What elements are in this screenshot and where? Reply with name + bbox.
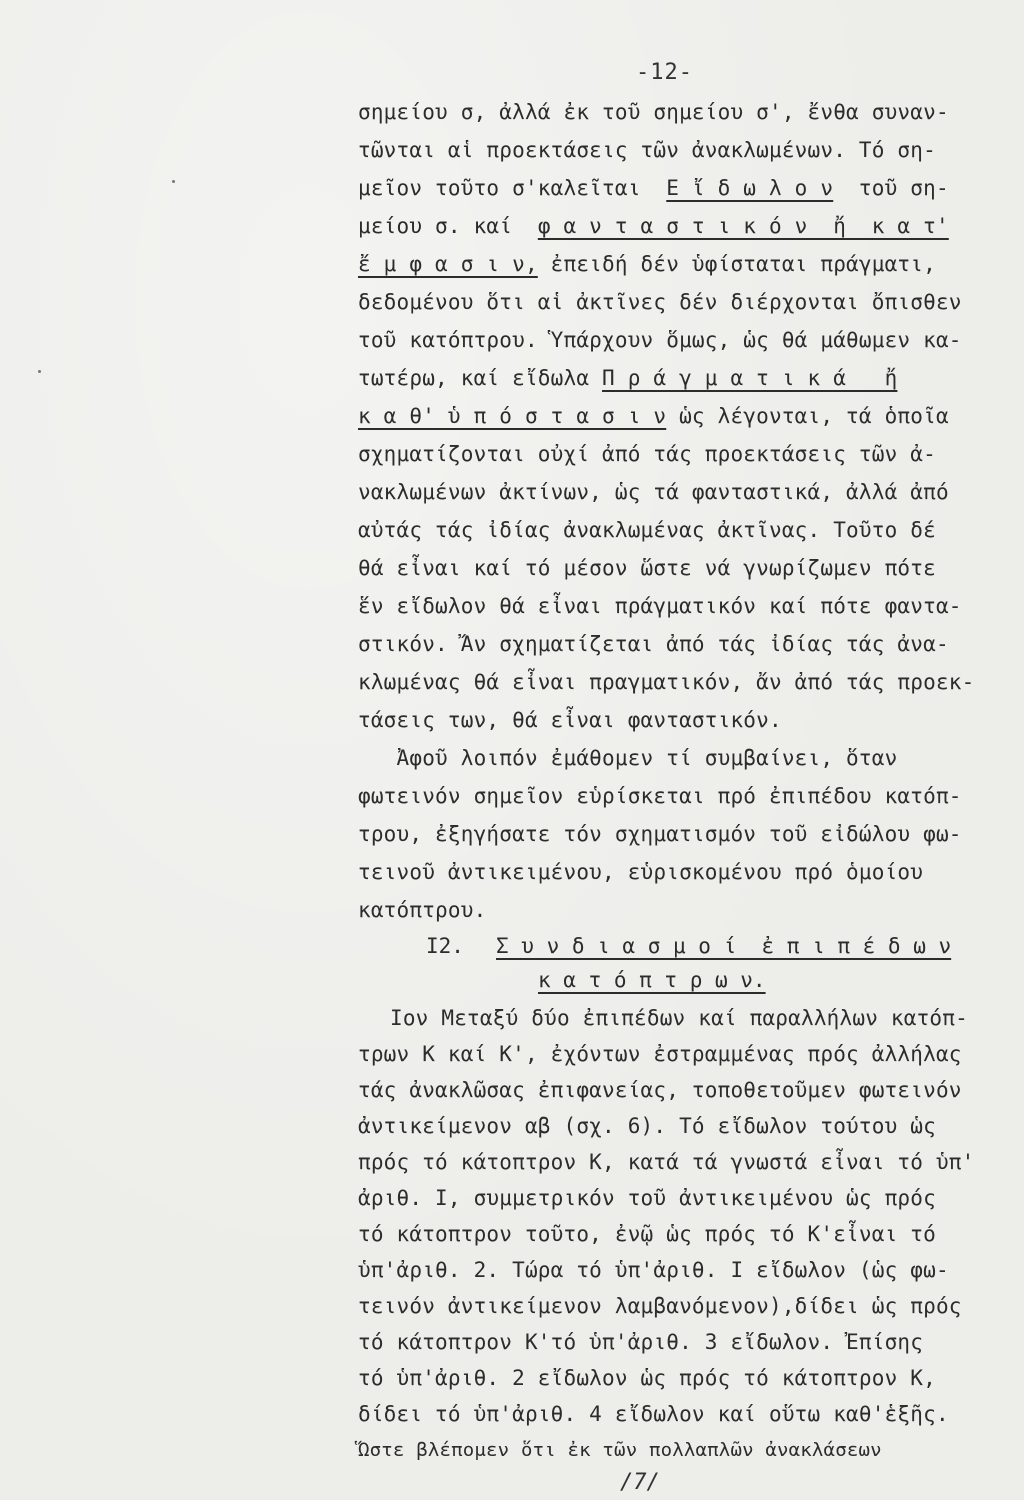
text-line: σημείου σ, ἀλλά ἐκ τοῦ σημείου σ', ἔνθα συναν- xyxy=(358,100,949,124)
text-line: νακλωμένων ἀκτίνων, ὡς τά φανταστικά, ἀλλά ἀπό xyxy=(358,480,949,504)
text-line: τό ὑπ'ἀριθ. 2 εἴδωλον ὡς πρός τό κάτοπτρον Κ, xyxy=(358,1366,936,1390)
section-title-continued: κ α τ ό π τ ρ ω ν. xyxy=(538,968,766,992)
page-number: -12- xyxy=(636,60,693,85)
term-emfasin: ἔ μ φ α σ ι ν, xyxy=(358,252,538,276)
paper-speck xyxy=(172,180,175,183)
text-line: Ὥστε βλέπομεν ὅτι ἐκ τῶν πολλαπλῶν ἀνακλάσεων xyxy=(358,1439,882,1461)
text-span: τοῦ ση- xyxy=(858,176,949,200)
text-line: δεδομένου ὅτι αἱ ἀκτῖνες δέν διέρχονται ὄπισθεν xyxy=(358,290,962,314)
text-span: ὡς λέγονται, τά ὁποῖα xyxy=(679,404,949,428)
text-line: τό κάτοπτρον τοῦτο, ἐνῷ ὡς πρός τό Κ'εἶναι τό xyxy=(358,1222,936,1246)
text-line: ἀντικείμενον αβ (σχ. 6). Τό εἴδωλον τούτου ὡς xyxy=(358,1114,936,1138)
text-line xyxy=(358,212,949,240)
text-span: μεῖον τοῦτο σ'καλεῖται xyxy=(358,176,641,200)
text-line xyxy=(358,402,949,430)
text-line: τοῦ κατόπτρου. Ὑπάρχουν ὅμως, ὡς θά μάθωμεν κα- xyxy=(358,328,962,352)
text-line xyxy=(358,174,949,202)
text-line: κλωμένας θά εἶναι πραγματικόν, ἄν ἀπό τάς προεκ- xyxy=(358,670,975,694)
text-line xyxy=(358,364,897,392)
section-title: Σ υ ν δ ι α σ μ ο ί ἐ π ι π έ δ ω ν xyxy=(496,934,952,958)
text-line: ἀριθ. Ι, συμμετρικόν τοῦ ἀντικειμένου ὡς πρός xyxy=(358,1186,936,1210)
text-span: τωτέρω, καί εἴδωλα xyxy=(358,366,590,390)
text-line: ὑπ'ἀριθ. 2. Τώρα τό ὑπ'ἀριθ. Ι εἴδωλον (ὡς φω- xyxy=(358,1258,949,1282)
text-line: κατόπτρου. xyxy=(358,898,487,922)
text-span: μείου σ. καί xyxy=(358,214,513,238)
term-pragmatika: Π ρ ά γ μ α τ ι κ ά ἤ xyxy=(602,366,898,390)
text-line: φωτεινόν σημεῖον εὑρίσκεται πρό ἐπιπέδου κατόπ- xyxy=(358,784,962,808)
term-kath-ypostasin: κ α θ' ὑ π ό σ τ α σ ι ν xyxy=(358,404,667,428)
text-line: τάς ἀνακλῶσας ἐπιφανείας, τοποθετοῦμεν φωτεινόν xyxy=(358,1078,962,1102)
footer-mark: /7/ xyxy=(620,1470,660,1495)
text-line: τρων Κ καί Κ', ἐχόντων ἐστραμμένας πρός ἀλλήλας xyxy=(358,1042,962,1066)
term-fantastikon: φ α ν τ α σ τ ι κ ό ν ἤ κ α τ' xyxy=(537,214,949,238)
text-line: ἕν εἴδωλον θά εἶναι πράγματικόν καί πότε φαντα- xyxy=(358,594,962,618)
term-eidolon: Ε ἴ δ ω λ ο ν xyxy=(666,176,834,200)
text-line: τρου, ἐξηγήσατε τόν σχηματισμόν τοῦ εἰδώλου φω- xyxy=(358,822,962,846)
text-line: τάσεις των, θά εἶναι φανταστικόν. xyxy=(358,708,782,732)
text-line: αὐτάς τάς ἰδίας ἀνακλωμένας ἀκτῖνας. Τοῦτο δέ xyxy=(358,518,936,542)
paper-speck xyxy=(38,370,41,373)
text-line: Ἀφοῦ λοιπόν ἐμάθομεν τί συμβαίνει, ὅταν xyxy=(358,746,898,770)
text-line xyxy=(358,250,936,278)
text-line: θά εἶναι καί τό μέσον ὥστε νά γνωρίζωμεν πότε xyxy=(358,556,936,580)
text-line: πρός τό κάτοπτρον Κ, κατά τά γνωστά εἶναι τό ὑπ' xyxy=(358,1150,975,1174)
text-line: Ιον Μεταξύ δύο ἐπιπέδων καί παραλλήλων κατόπ- xyxy=(390,1006,968,1030)
text-line: δίδει τό ὑπ'ἀριθ. 4 εἴδωλον καί οὕτω καθ'ἑξῆς. xyxy=(358,1402,949,1426)
text-span: ἐπειδή δέν ὑφίσταται πράγματι, xyxy=(550,252,936,276)
text-line: τεινόν ἀντικείμενον λαμβανόμενον),δίδει ὡς πρός xyxy=(358,1294,962,1318)
text-line: τῶνται αἱ προεκτάσεις τῶν ἀνακλωμένων. Τό ση- xyxy=(358,138,936,162)
text-line: τό κάτοπτρον Κ'τό ὑπ'ἀριθ. 3 εἴδωλον. Ἐπίσης xyxy=(358,1330,924,1354)
text-line: σχηματίζονται οὐχί ἀπό τάς προεκτάσεις τῶν ἀ- xyxy=(358,442,936,466)
text-line: τεινοῦ ἀντικειμένου, εὑρισκομένου πρό ὁμοίου xyxy=(358,860,924,884)
text-line: στικόν. Ἄν σχηματίζεται ἀπό τάς ἰδίας τάς ἀνα- xyxy=(358,632,949,656)
section-number: I2. xyxy=(426,934,464,958)
